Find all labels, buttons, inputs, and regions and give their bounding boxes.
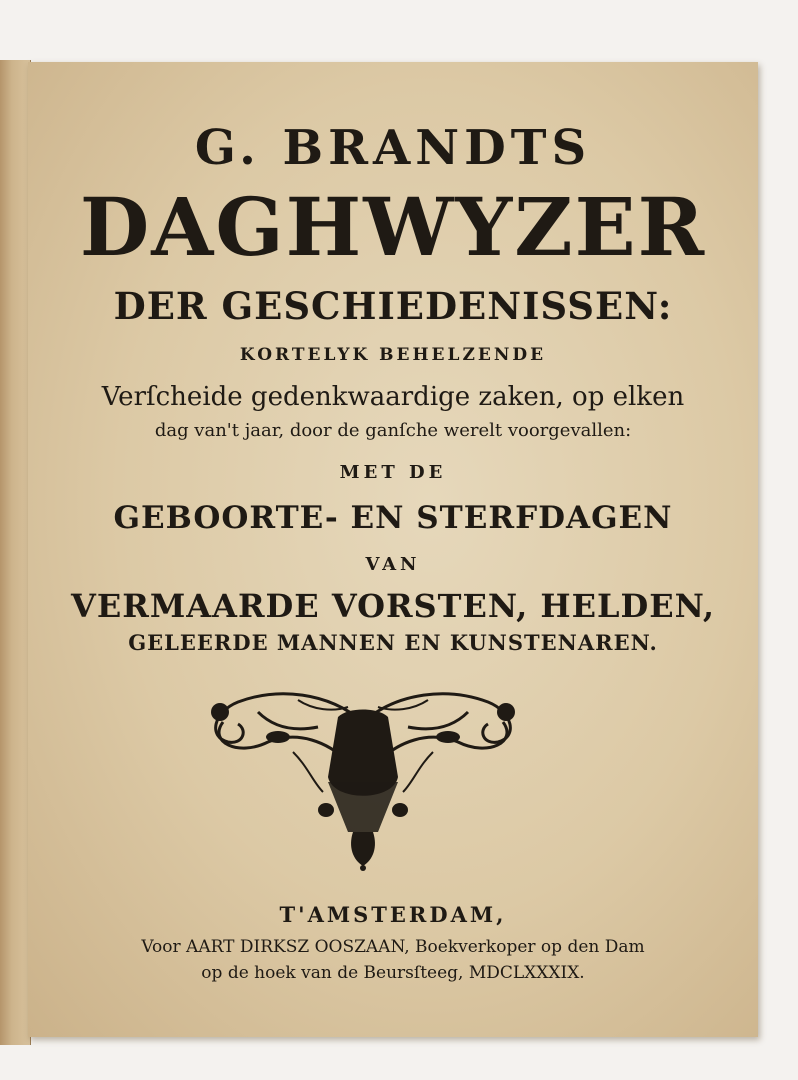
birth-death-days-line: GEBOORTE- EN STERFDAGEN <box>113 500 673 536</box>
imprint-publisher: Voor AART DIRKSZ OOSZAAN, Boekverkoper op den Dam <box>141 937 645 957</box>
imprint-city: T'AMSTERDAM, <box>279 902 507 927</box>
book-page-edges <box>0 60 31 1045</box>
famous-persons-line: VERMAARDE VORSTEN, HELDEN, <box>71 587 715 625</box>
fleuron-ornament-icon <box>198 682 528 872</box>
connector-met-de: MET DE <box>339 462 447 483</box>
author-line: G. BRANDTS <box>194 120 592 176</box>
subtitle: DER GESCHIEDENISSEN: <box>113 284 673 328</box>
connector-van: VAN <box>365 554 421 575</box>
title-page <box>28 62 758 1037</box>
description-heading: KORTELYK BEHELZENDE <box>239 345 547 365</box>
scholars-line: GELEERDE MANNEN EN KUNSTENAREN. <box>128 630 658 655</box>
description-line-1: Verſcheide gedenkwaardige zaken, op elken <box>101 382 685 412</box>
imprint-address-date: op de hoek van de Beursſteeg, MDCLXXXIX. <box>201 963 585 983</box>
main-title: DAGHWYZER <box>79 180 707 274</box>
description-line-2: dag van't jaar, door de ganſche werelt voorgevallen: <box>154 420 632 441</box>
